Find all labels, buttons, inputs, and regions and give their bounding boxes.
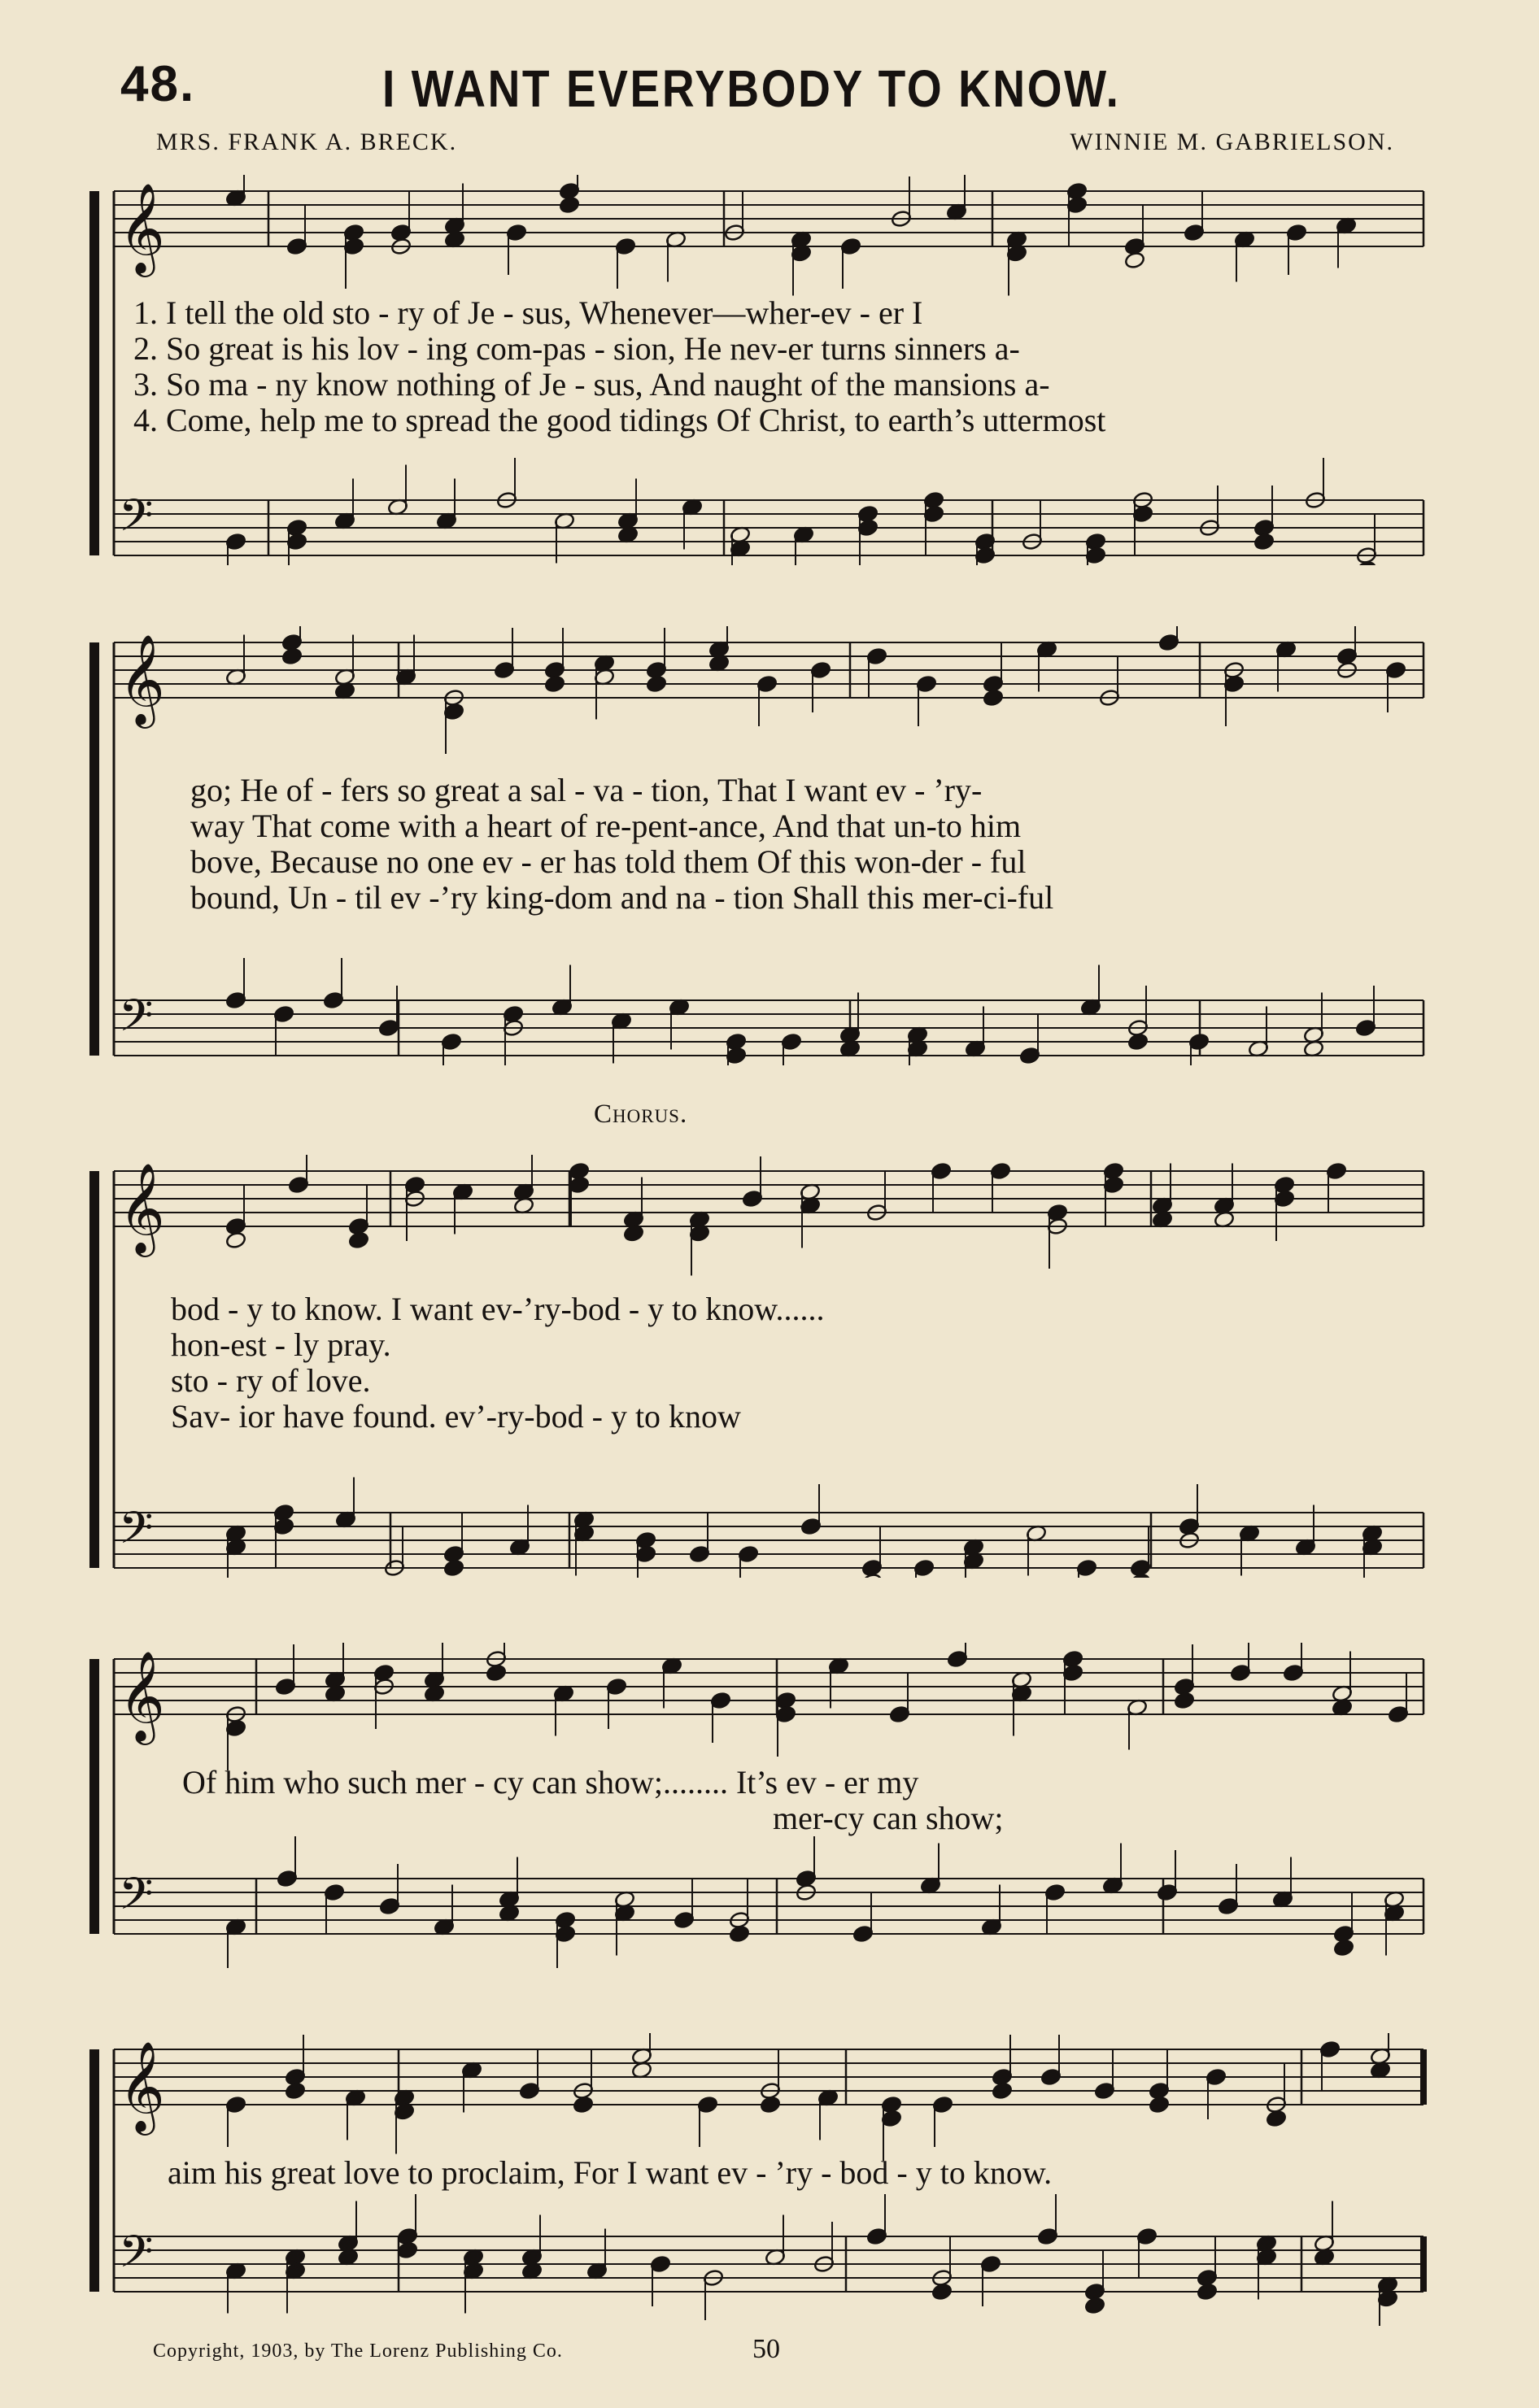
bass-clef-icon: 𝄢 [119, 2226, 154, 2288]
system-brace [89, 2049, 99, 2292]
alto-lyrics-line: mer-cy can show; [773, 1800, 1004, 1836]
music-system-1 [81, 175, 1456, 565]
verse-3-line: sto - ry of love. [171, 1362, 371, 1399]
system-brace [89, 642, 99, 1056]
copyright-notice: Copyright, 1903, by The Lorenz Publishing Co. [153, 2341, 563, 2362]
music-system-5 [81, 2033, 1456, 2326]
notehead [348, 1231, 369, 1250]
treble-clef-icon: 𝄞 [119, 1162, 165, 1253]
hymn-title: I WANT EVERYBODY TO KNOW. [382, 59, 1121, 118]
notehead [281, 647, 303, 666]
verse-2-line: way That come with a heart of re-pent-ance, And that un-to him [190, 808, 1022, 844]
system-brace [89, 191, 99, 555]
chorus-lyrics-line: bod - y to know. I want ev-’ry-bod - y to know...... [171, 1291, 825, 1327]
notehead [1333, 1939, 1354, 1957]
treble-clef-icon: 𝄞 [119, 182, 165, 273]
notehead [443, 1559, 464, 1578]
notehead [729, 1925, 750, 1944]
verse-4-line: 4. Come, help me to spread the good tidings Of Christ, to earth’s uttermost [133, 402, 1106, 438]
lyricist-credit: MRS. FRANK A. BRECK. [156, 128, 458, 155]
notehead [1197, 2283, 1218, 2301]
notehead [992, 2082, 1013, 2101]
notehead [573, 2096, 594, 2114]
notehead [1127, 1033, 1149, 1052]
notehead [285, 2082, 306, 2101]
verse-1-line: go; He of - fers so great a sal - va - tion, That I want ev - ’ry- [190, 772, 983, 808]
notehead [559, 196, 580, 215]
bass-clef-icon: 𝄢 [119, 490, 154, 552]
system-brace [89, 1171, 99, 1568]
notehead [1266, 2110, 1287, 2128]
treble-clef-icon: 𝄞 [119, 1650, 165, 1741]
treble-clef-icon: 𝄞 [119, 634, 165, 725]
notehead [1124, 251, 1145, 270]
notehead [646, 675, 667, 694]
notehead [544, 675, 565, 694]
notehead [1149, 2096, 1170, 2114]
notehead [486, 1664, 507, 1683]
hymn-number: 48. [120, 56, 196, 112]
treble-clef-icon: 𝄞 [119, 2040, 165, 2131]
notehead [1174, 1692, 1195, 1710]
chorus-lyrics-line: Of him who such mer - cy can show;........ It’s ev - er my [182, 1764, 919, 1801]
bass-clef-icon: 𝄢 [119, 1868, 154, 1931]
verse-3-line: 3. So ma - ny know nothing of Je - sus, And naught of the mansions a- [133, 366, 1050, 403]
notehead [1084, 2297, 1105, 2315]
notehead [1253, 533, 1275, 551]
bass-clef-icon: 𝄢 [119, 1502, 154, 1565]
chorus-lyrics-line: aim his great love to proclaim, For I want ev - ’ry - bod - y to know. [168, 2154, 1053, 2191]
music-system-4 [81, 1643, 1456, 1968]
verse-4-line: bound, Un - til ev -’ry king-dom and na - tion Shall this mer-ci-ful [190, 879, 1054, 916]
bass-clef-icon: 𝄢 [119, 990, 154, 1052]
verse-2-line: hon-est - ly pray. [171, 1326, 391, 1363]
notehead [225, 1231, 246, 1250]
chorus-label: Chorus. [594, 1099, 688, 1129]
notehead [983, 689, 1004, 708]
notehead [397, 2241, 418, 2260]
verse-3-line: bove, Because no one ev - er has told them Of this won-der - ful [190, 843, 1027, 880]
page-number: 50 [752, 2334, 780, 2364]
composer-credit: WINNIE M. GABRIELSON. [1070, 128, 1394, 155]
music-system-3 [81, 1155, 1456, 1578]
music-system-2 [81, 626, 1456, 1065]
system-brace [89, 1659, 99, 1934]
score-staves [81, 1643, 1456, 1968]
verse-2-line: 2. So great is his lov - ing com-pas - sion, He nev-er turns sinners a- [133, 330, 1020, 367]
verse-4-line: Sav- ior have found. ev’-ry-bod - y to know [171, 1398, 741, 1435]
notehead [931, 2283, 953, 2301]
verse-1-line: 1. I tell the old sto - ry of Je - sus, Whenever—wher-ev - er I [133, 294, 923, 331]
notehead [760, 2096, 781, 2114]
